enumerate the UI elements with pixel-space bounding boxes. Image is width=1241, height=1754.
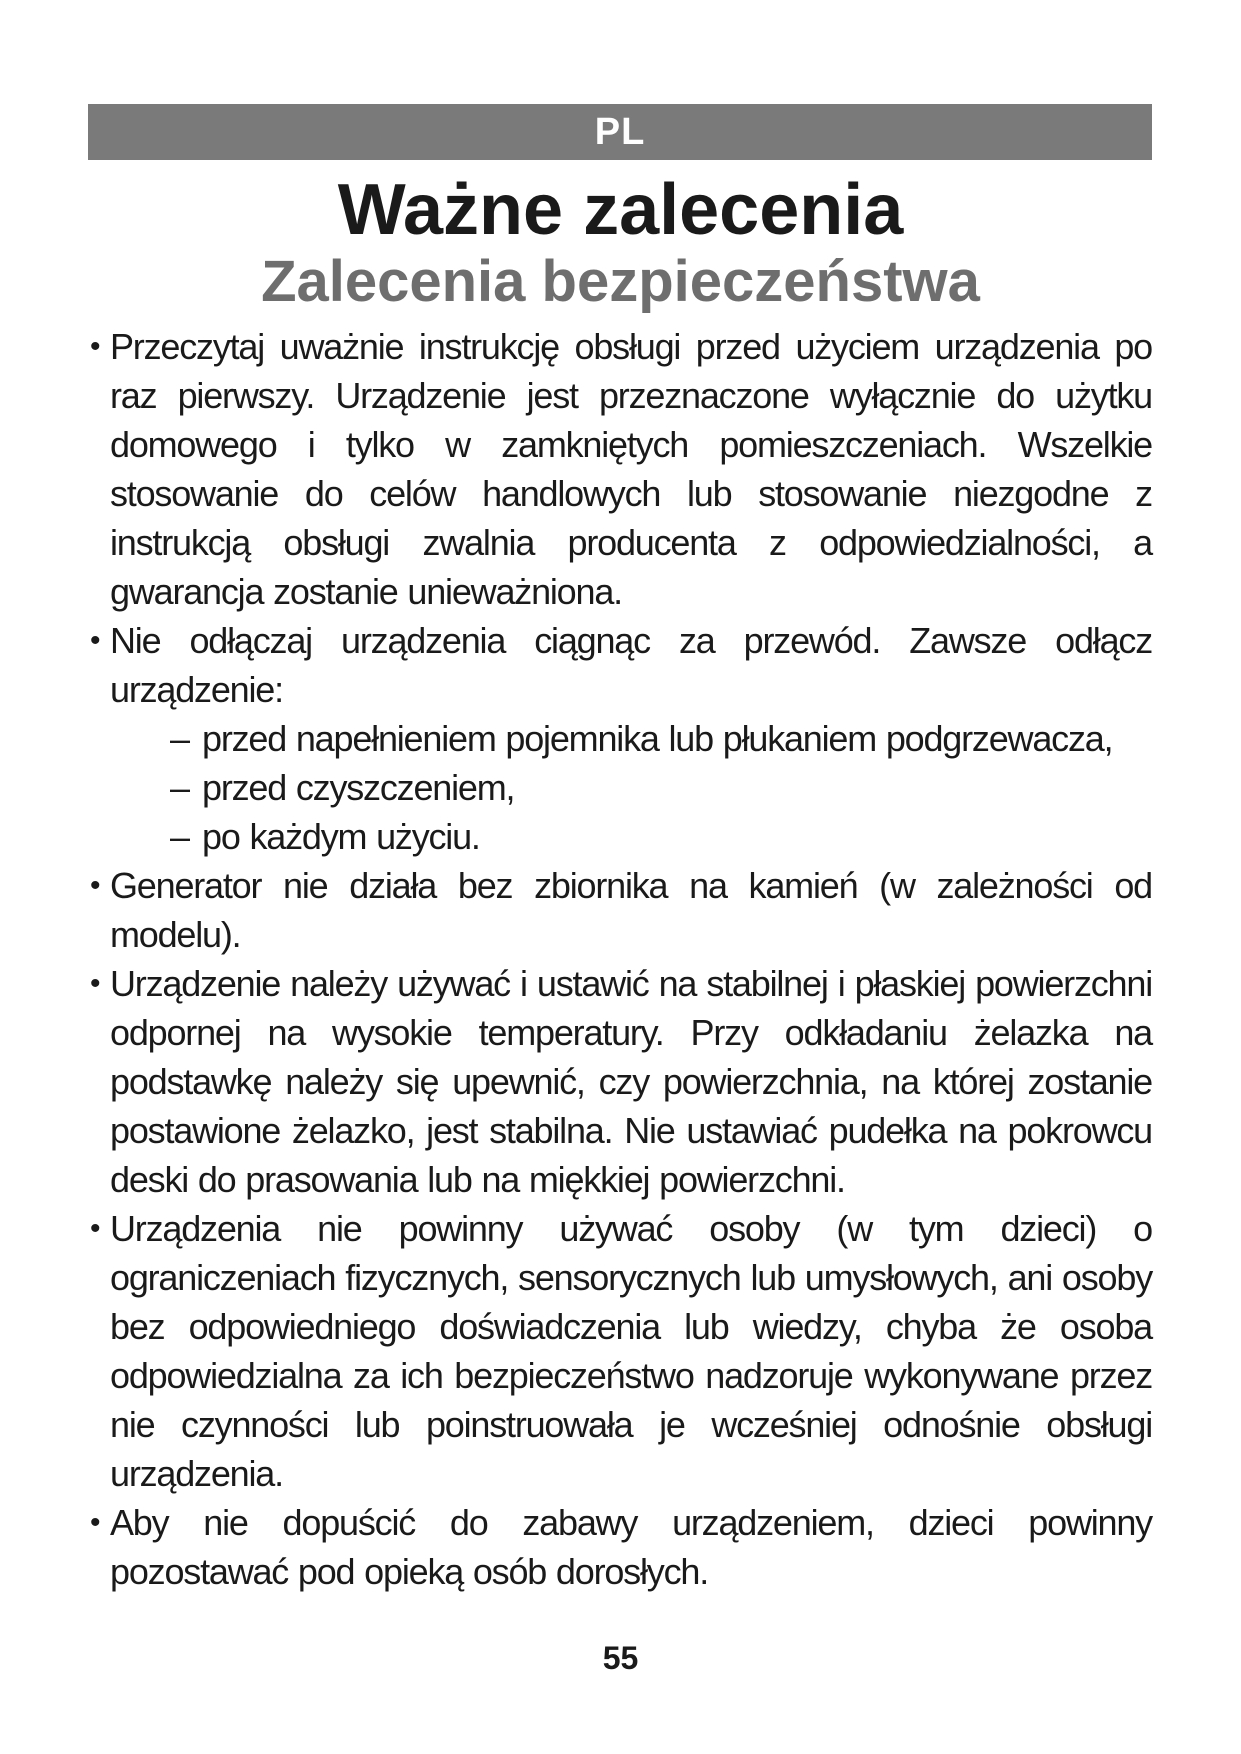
page-title: Ważne zalecenia xyxy=(337,170,904,250)
sub-list-item xyxy=(170,763,1152,812)
language-label: PL xyxy=(594,111,646,153)
bullet-icon: • xyxy=(90,869,100,902)
sub-list-item xyxy=(170,812,1152,861)
unplug-cases-list xyxy=(88,714,1152,861)
item-text: Urządzenia nie powinny używać osoby (w tym dzieci) o ograniczeniach fizycznych, sensorycznych lub umysłowych, ani osoby bez odpowiedniego doświadczenia lub wiedzy, chyba że osoba odpowiedzialna za ich bezpieczeństwo nadzoruje wykonywane przez nie czynności lub poinstruowała je wcześniej odnośnie obsługi urządzenia. xyxy=(110,1208,1152,1494)
item-text: Nie odłączaj urządzenia ciągnąc za przewód. Zawsze odłącz urządzenie: xyxy=(110,620,1152,710)
bullet-icon: • xyxy=(90,1506,100,1539)
bullet-icon: • xyxy=(90,967,100,1000)
bullet-icon: • xyxy=(90,1212,100,1245)
list-item xyxy=(88,1498,1152,1596)
sub-list-item xyxy=(170,714,1152,763)
item-text: Aby nie dopuścić do zabawy urządzeniem, dzieci powinny pozostawać pod opieką osób dorosłych. xyxy=(110,1502,1152,1592)
list-item xyxy=(88,959,1152,1204)
list-item xyxy=(88,861,1152,959)
bullet-icon: • xyxy=(90,330,100,363)
section-subtitle: Zalecenia bezpieczeństwa xyxy=(261,249,980,314)
language-bar xyxy=(88,104,1152,160)
item-text: Przeczytaj uważnie instrukcję obsługi przed użyciem urządzenia po raz pierwszy. Urządzenie jest przeznaczone wyłącznie do użytku domowego i tylko w zamkniętych pomieszczeniach. Wszelkie stosowanie do celów handlowych lub stosowanie niezgodne z instrukcją obsługi zwalnia producenta z odpowiedzialności, a gwarancja zostanie unieważniona. xyxy=(110,326,1152,612)
dash-icon: – xyxy=(170,767,189,808)
list-item xyxy=(88,616,1152,714)
dash-icon: – xyxy=(170,816,189,857)
list-item xyxy=(88,322,1152,616)
sub-item-text: po każdym użyciu. xyxy=(202,816,480,857)
item-text: Urządzenie należy używać i ustawić na stabilnej i płaskiej powierzchni odpornej na wysokie temperatury. Przy odkładaniu żelazka na podstawkę należy się upewnić, czy powierzchnia, na której zostanie postawione żelazko, jest stabilna. Nie ustawiać pudełka na pokrowcu deski do prasowania lub na miękkiej powierzchni. xyxy=(110,963,1152,1200)
page-number: 55 xyxy=(602,1640,639,1676)
list-item xyxy=(88,1204,1152,1498)
safety-instructions xyxy=(88,322,1152,1596)
sub-item-text: przed napełnieniem pojemnika lub płukaniem podgrzewacza, xyxy=(202,718,1113,759)
sub-item-text: przed czyszczeniem, xyxy=(202,767,515,808)
dash-icon: – xyxy=(170,718,189,759)
bullet-icon: • xyxy=(90,624,100,657)
item-text: Generator nie działa bez zbiornika na kamień (w zależności od modelu). xyxy=(110,865,1152,955)
